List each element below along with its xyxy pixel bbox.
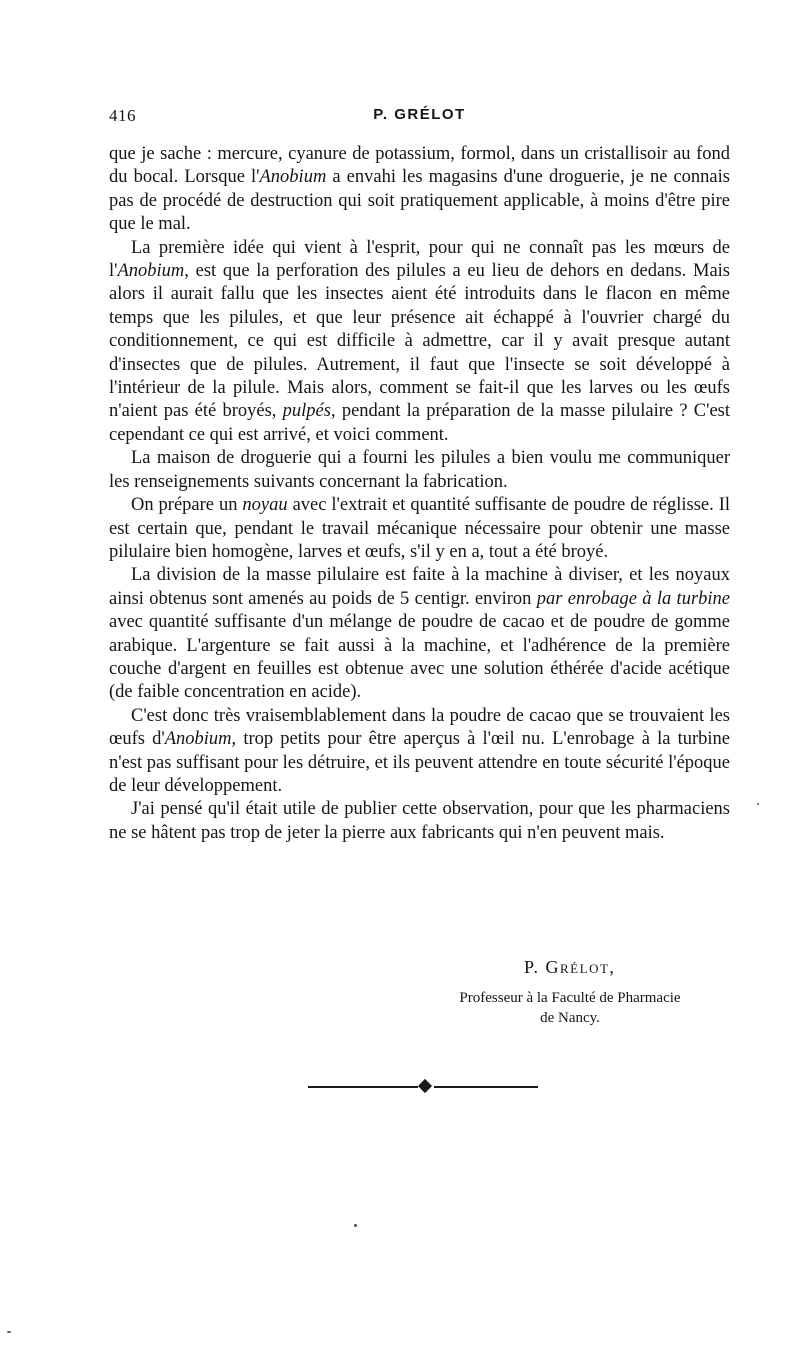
text-run: , trop petits pour être aperçus à l'œil nu. L'enrobage à la turbine n'est pas suffisant pour les détruire, et ils peuvent attendre en toute sécurité l'époque de leur développement.: [109, 729, 730, 796]
text-run: que je sache : mercure, cyanure de potassium, formol, dans un cristallisoir au fond du bocal. Lorsque l': [109, 144, 730, 188]
affiliation-line: Professeur à la Faculté de Pharmacie: [459, 990, 681, 1006]
italic-term: pulpés: [282, 401, 331, 422]
italic-term: par enrobage à la turbine: [536, 588, 730, 609]
ornament-rule-left: [308, 1086, 418, 1088]
running-head: P. GRÉLOT: [373, 106, 466, 123]
ornament-rule-right: [434, 1086, 538, 1088]
end-ornament: [308, 1080, 538, 1094]
paragraph: [109, 705, 730, 799]
signature-name: Grélot: [545, 957, 610, 977]
text-run: La première idée qui vient à l'esprit, pour qui ne connaît pas les mœurs de l': [109, 237, 730, 282]
paragraph: [109, 143, 730, 237]
author-signature: [524, 957, 615, 978]
page-number: 416: [109, 106, 136, 125]
page-header: [109, 106, 730, 128]
paper-speck: [757, 803, 759, 805]
text-run: C'est donc très vraisemblablement dans la poudre de cacao que se trouvaient les œufs d': [109, 705, 730, 750]
text-run: La division de la masse pilulaire est faite à la machine à diviser, et les noyaux ainsi obtenus sont amenés au poids de 5 centigr. environ: [109, 565, 730, 609]
paragraph: [109, 237, 730, 448]
signature-initial: P.: [524, 957, 546, 977]
affiliation-line: de Nancy.: [540, 1010, 600, 1026]
text-run: On prépare un: [131, 495, 243, 516]
author-affiliation: [420, 988, 720, 1028]
text-run: La maison de droguerie qui a fourni les pilules a bien voulu me communiquer les renseignements suivants concernant la fabrication.: [109, 448, 730, 492]
italic-term: Anobium: [259, 167, 327, 188]
paper-speck: [354, 1224, 357, 1227]
article-body: [109, 143, 730, 845]
diamond-icon: [418, 1079, 432, 1093]
text-run: avec l'extrait et quantité suffisante de poudre de réglisse. Il est certain que, pendant le travail mécanique nécessaire pour obtenir une masse pilulaire bien homogène, larves et œufs, s'il y en a, tout a été broyé.: [109, 495, 730, 562]
text-run: , est que la perforation des pilules a eu lieu de dehors en dedans. Mais alors il aurait fallu que les insectes aient été introduits dans le flacon en même temps que les pilules, et que leur présence ait échappé à l'ouvrier chargé du conditionnement, ce qui est difficile à admettre, car il y avait presque autant d'insectes que de pilules. Autrement, il faut que l'insecte se soit développé à l'intérieur de la pilule. Mais alors, comment se fait-il que les larves ou les œufs n'aient pas été broyés,: [109, 261, 730, 422]
paragraph: [109, 494, 730, 564]
italic-term: Anobium: [164, 729, 232, 750]
text-run: a envahi les magasins d'une droguerie, je ne connais pas de procédé de destruction qui soit pratiquement applicable, à moins d'être pire que le mal.: [109, 167, 730, 235]
paragraph: [109, 564, 730, 704]
italic-term: Anobium: [117, 261, 185, 282]
paper-speck: [7, 1331, 11, 1333]
italic-term: noyau: [242, 495, 288, 516]
text-run: avec quantité suffisante d'un mélange de poudre de cacao et de poudre de gomme arabique. L'argenture se fait aussi à la machine, et l'adhérence de la première couche d'argent en feuilles est obtenue avec une solution éthérée d'acide acétique (de faible concentration en acide).: [109, 612, 730, 703]
text-run: J'ai pensé qu'il était utile de publier cette observation, pour que les pharmaciens ne se hâtent pas trop de jeter la pierre aux fabricants qui n'en peuvent mais.: [109, 799, 730, 843]
signature-trailing: ,: [609, 957, 616, 977]
text-run: , pendant la préparation de la masse pilulaire ? C'est cependant ce qui est arrivé, et voici comment.: [109, 401, 730, 445]
paragraph: [109, 798, 730, 845]
paragraph: [109, 447, 730, 494]
